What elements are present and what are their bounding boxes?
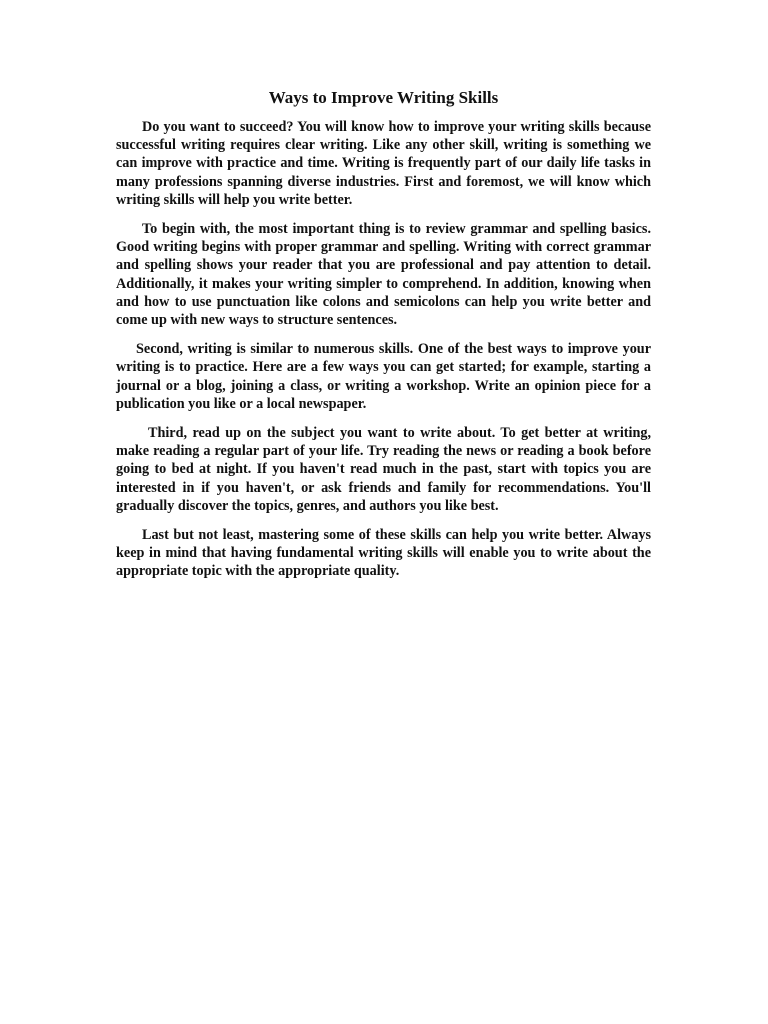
document-page [116, 88, 651, 592]
document-title: Ways to Improve Writing Skills [268, 88, 499, 107]
paragraph-4: Third, read up on the subject you want to write about. To get better at writing, make reading a regular part of your life. Try reading the news or reading a book before going to bed at night. If you haven't read much in the past, start with topics you are interested in if you haven't, or ask friends and family for recommendations. You'll gradually discover the topics, genres, and authors you like best. [116, 425, 651, 514]
paragraph-2: To begin with, the most important thing is to review grammar and spelling basics. Good writing begins with proper grammar and spelling. Writing with correct grammar and spelling shows your reader that you are professional and pay attention to detail. Additionally, it makes your writing simpler to comprehend. In addition, knowing when and how to use punctuation like colons and semicolons can help you write better and come up with new ways to structure sentences. [116, 221, 651, 329]
paragraph-1: Do you want to succeed? You will know how to improve your writing skills because successful writing requires clear writing. Like any other skill, writing is something we can improve with practice and time. Writing is frequently part of our daily life tasks in many professions spanning diverse industries. First and foremost, we will know which writing skills will help you write better. [116, 119, 651, 208]
paragraph-3: Second, writing is similar to numerous skills. One of the best ways to improve your writing is to practice. Here are a few ways you can get started; for example, starting a journal or a blog, joining a class, or writing a workshop. Write an opinion piece for a publication you like or a local newspaper. [116, 341, 651, 412]
paragraph-5: Last but not least, mastering some of these skills can help you write better. Always keep in mind that having fundamental writing skills will enable you to write about the appropriate topic with the appropriate quality. [116, 527, 651, 580]
